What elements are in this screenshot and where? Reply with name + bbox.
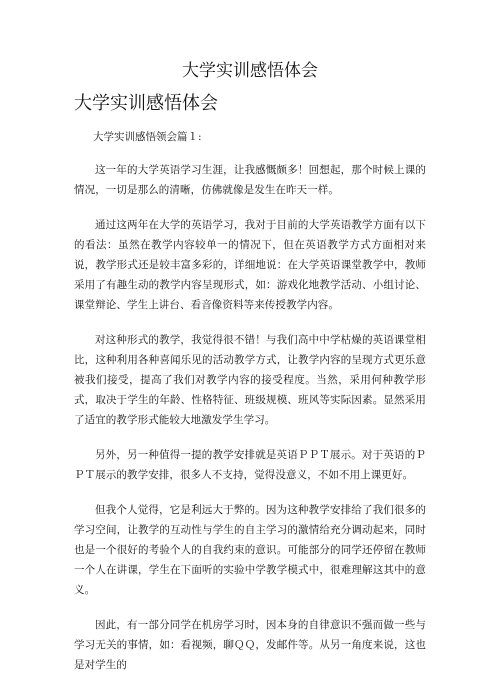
paragraph: 但我个人觉得，它是利远大于弊的。因为这种教学安排给了我们很多的学习空间，让教学的互动性与学生的自主学习的激情给充分调动起来，同时也是一个很好的考验个人的自我约束的意识。可能部分的同学还停留在教师一个人在讲课，学生在下面听的实验中学教学模式中，很难理解这其中的意义。 xyxy=(74,504,426,596)
chapter-label: 大学实训感悟领会篇１: xyxy=(93,131,202,143)
paragraph: 因此，有一部分同学在机房学习时，因本身的自律意识不强而做一些与学习无关的事情，如：看视频，聊ＱＱ，发邮件等。从另一角度来说，这也是对学生的 xyxy=(74,619,426,671)
paragraph: 通过这两年在大学的英语学习，我对于目前的大学英语教学方面有以下的看法：虽然在教学内容较单一的情况下，但在英语教学方式方面相对来说，教学形式还是较丰富多彩的，详细地说：在大学英语课堂教学中，教师采用了有趣生动的教学内容呈现形式，如：游戏化地教学活动、小组讨论、课堂辩论、学生上讲台、看音像资料等来传授教学内容。 xyxy=(74,219,426,311)
paragraph: 另外，另一种值得一提的教学安排就是英语ＰＰＴ展示。对于英语的ＰＰＴ展示的教学安排，很多人不支持，觉得没意义，不如不用上课更好。 xyxy=(74,449,426,481)
document-title: 大学实训感悟体会 xyxy=(182,61,318,81)
section-heading: 大学实训感悟体会 xyxy=(74,93,218,114)
paragraph: 这一年的大学英语学习生涯，让我感慨颇多！回想起，那个时候上课的情况，一切是那么的清晰，仿佛就像是发生在昨天一样。 xyxy=(74,164,426,196)
document-body xyxy=(74,160,426,690)
paragraph: 对这种形式的教学，我觉得很不错！与我们高中中学枯燥的英语课堂相比，这种利用各种喜闻乐见的活动教学方式，让教学内容的呈现方式更乐意被我们接受，提高了我们对教学内容的接受程度。当然，采用何种教学形式，取决于学生的年龄、性格特征、班级规模、班风等实际因素。显然采用了适宜的教学形式能较大地激发学生学习。 xyxy=(74,334,426,426)
